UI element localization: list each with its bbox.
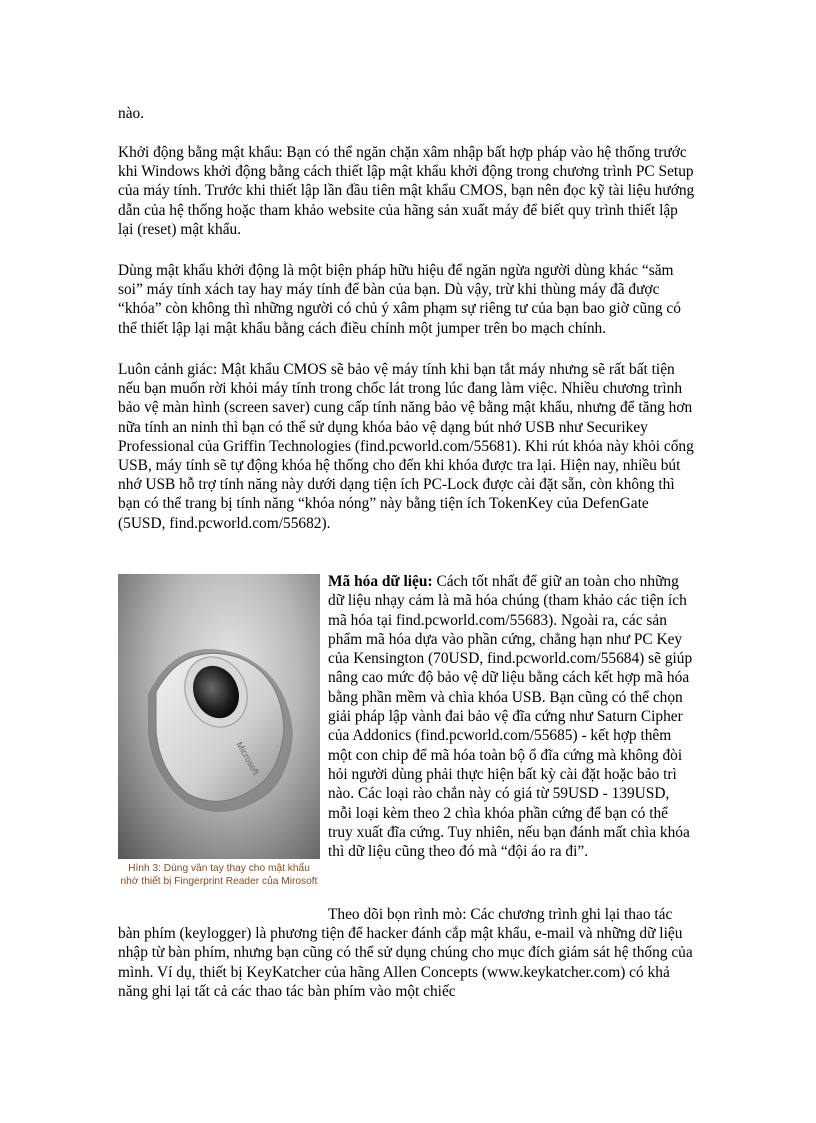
figure-caption: Hình 3: Dùng vân tay thay cho mật khẩu nhờ thiết bị Fingerprint Reader của Mirosoft: [120, 863, 318, 887]
data-encryption-heading: Mã hóa dữ liệu:: [328, 573, 433, 590]
paragraph-boot-password: Khởi động bằng mật khẩu: Bạn có thể ngăn chặn xâm nhập bất hợp pháp vào hệ thống trước khi Windows khởi động bằng cách thiết lập mật khẩu khởi động trong chương trình PC Setup của máy tính. Trước khi thiết lập lần đầu tiên mật khẩu CMOS, bạn nên đọc kỹ tài liệu hướng dẫn của hệ thống hoặc tham khảo website của hãng sản xuất máy để biết quy trình thiết lập lại (reset) mật khẩu.: [118, 144, 695, 238]
keylogger-body: bàn phím (keylogger) là phương tiện để hacker đánh cắp mật khẩu, e-mail và những dữ liệu nhập từ bàn phím, nhưng bạn cũng có thể sử dụng chúng cho mục đích giám sát hệ thống của mình. Ví dụ, thiết bị KeyKatcher của hãng Allen Concepts (www.keykatcher.com) có khả năng ghi lại tất cả các thao tác bàn phím vào một chiếc: [118, 925, 693, 1000]
fingerprint-reader-photo: [118, 574, 320, 859]
paragraph-keylogger: [118, 905, 696, 1001]
data-encryption-body: Cách tốt nhất để giữ an toàn cho những dữ liệu nhạy cảm là mã hóa chúng (tham khảo các tiện ích mã hóa tại find.pcworld.com/55683). Ngoài ra, các sản phẩm mã hóa dựa vào phần cứng, chẳng hạn như PC Key của Kensington (70USD, find.pcworld.com/55684) sẽ giúp nâng cao mức độ bảo vệ dữ liệu bằng cách kết hợp mã hóa bằng phần mềm và chìa khóa USB. Bạn cũng có thể chọn giải pháp lập vành đai bảo vệ đĩa cứng như Saturn Cipher của Addonics (find.pcworld.com/55685) - kết hợp thêm một con chip để mã hóa toàn bộ ổ đĩa cứng mà không đòi hỏi người dùng phải thực hiện bất kỳ cài đặt hoặc bảo trì nào. Các loại rào chắn này có giá từ 59USD - 139USD, mỗi loại kèm theo 2 chìa khóa phần cứng để bạn có thể truy xuất đĩa cứng. Tuy nhiên, nếu bạn đánh mất chìa khóa thì dữ liệu cũng theo đó mà “đội áo ra đi”.: [328, 573, 693, 861]
device-brand-text: Microsoft: [234, 740, 262, 777]
paragraph-intro-fragment: nào.: [118, 105, 145, 122]
paragraph-stay-alert: Luôn cảnh giác: Mật khẩu CMOS sẽ bảo vệ máy tính khi bạn tắt máy nhưng sẽ rất bất tiện nếu bạn muốn rời khỏi máy tính trong chốc lát trong lúc đang làm việc. Nhiều chương trình bảo vệ màn hình (screen saver) cung cấp tính năng bảo vệ bằng mật khẩu, nhưng để tăng hơn nữa tính an ninh thì bạn có thể sử dụng khóa bảo vệ dạng bút nhớ USB như Securikey Professional của Griffin Technologies (find.pcworld.com/55681). Khi rút khóa này khỏi cổng USB, máy tính sẽ tự động khóa hệ thống cho đến khi khóa được tra lại. Hiện nay, nhiều bút nhớ USB hỗ trợ tính năng này dưới dạng tiện ích PC-Lock được cài đặt sẵn, còn không thì bạn có thể trang bị tính năng “khóa nóng” này bằng tiện ích TokenKey của DefenGate (5USD, find.pcworld.com/55682).: [118, 361, 694, 532]
paragraph-boot-password-note: Dùng mật khẩu khởi động là một biện pháp hữu hiệu để ngăn ngừa người dùng khác “săm soi” máy tính xách tay hay máy tính để bàn của bạn. Dù vậy, trừ khi thùng máy đã được “khóa” còn không thì những người có chủ ý xâm phạm sự riêng tư của bạn bao giờ cũng có thể thiết lập lại mật khẩu bằng cách điều chỉnh một jumper trên bo mạch chính.: [118, 262, 681, 337]
paragraph-data-encryption: [328, 572, 696, 861]
keylogger-first-line: Theo dõi bọn rình mò: Các chương trình ghi lại thao tác: [328, 906, 673, 923]
figure-fingerprint-reader: [118, 574, 320, 888]
fingerprint-reader-illustration: [118, 574, 320, 859]
